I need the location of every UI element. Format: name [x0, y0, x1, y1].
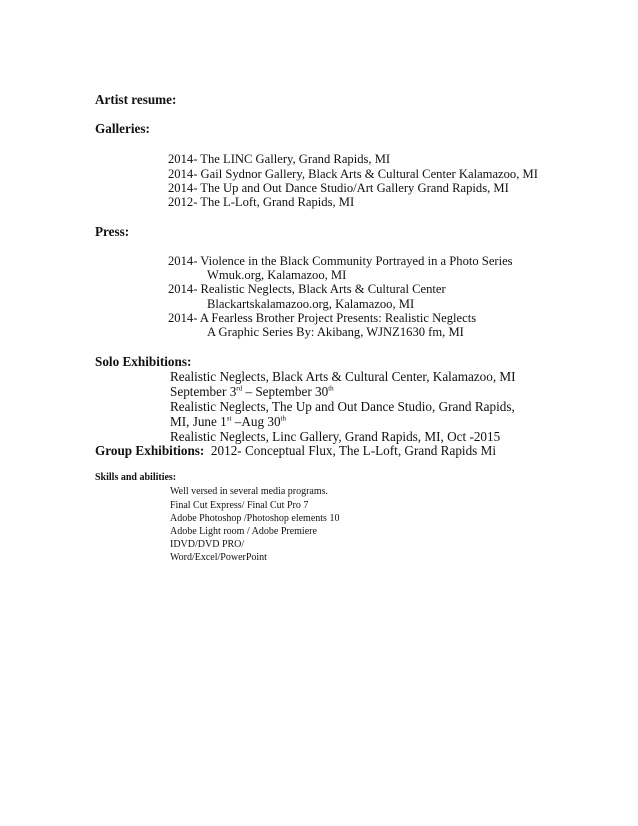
group-exhibitions: [95, 444, 496, 458]
group-exhibitions-heading: Group Exhibitions:: [95, 443, 205, 458]
skill-item: Well versed in several media programs.: [170, 486, 329, 497]
date-suffix: st: [226, 414, 232, 423]
skill-item: Adobe Photoshop /Photoshop elements 10: [170, 513, 340, 524]
group-exhibition-item: 2012- Conceptual Flux, The L-Loft, Grand Rapids Mi: [204, 443, 496, 458]
gallery-item: 2012- The L-Loft, Grand Rapids, MI: [168, 195, 355, 209]
gallery-item: 2014- Gail Sydnor Gallery, Black Arts & Cultural Center Kalamazoo, MI: [168, 167, 538, 181]
skill-item: IDVD/DVD PRO/: [170, 539, 245, 550]
solo-exhibition-dates: [170, 415, 286, 429]
press-item-title: 2014- Realistic Neglects, Black Arts & Cultural Center: [168, 282, 446, 296]
date-text: – September 30: [242, 384, 329, 399]
skills-heading: Skills and abilities:: [95, 472, 177, 483]
skill-item: Final Cut Express/ Final Cut Pro 7: [170, 500, 309, 511]
resume-title: Artist resume:: [95, 92, 177, 107]
press-item-source: Wmuk.org, Kalamazoo, MI: [207, 268, 347, 282]
press-item-title: 2014- Violence in the Black Community Portrayed in a Photo Series: [168, 254, 513, 268]
date-text: September 3: [170, 384, 237, 399]
press-item-title: 2014- A Fearless Brother Project Presents: Realistic Neglects: [168, 311, 477, 325]
gallery-item: 2014- The LINC Gallery, Grand Rapids, MI: [168, 152, 391, 166]
solo-exhibitions-heading: Solo Exhibitions:: [95, 354, 192, 369]
date-text: –Aug 30: [231, 414, 281, 429]
press-heading: Press:: [95, 224, 130, 239]
skill-item: Adobe Light room / Adobe Premiere: [170, 526, 317, 537]
date-suffix: th: [280, 414, 286, 423]
press-item-source: Blackartskalamazoo.org, Kalamazoo, MI: [207, 297, 415, 311]
date-suffix: rd: [236, 384, 243, 393]
skill-item: Word/Excel/PowerPoint: [170, 552, 267, 563]
solo-exhibition-dates: [170, 385, 334, 399]
gallery-item: 2014- The Up and Out Dance Studio/Art Gallery Grand Rapids, MI: [168, 181, 509, 195]
press-item-source: A Graphic Series By: Akibang, WJNZ1630 fm, MI: [207, 325, 464, 339]
date-text: MI, June 1: [170, 414, 227, 429]
solo-exhibition-line: Realistic Neglects, The Up and Out Dance Studio, Grand Rapids,: [170, 399, 515, 414]
solo-exhibition-line: Realistic Neglects, Black Arts & Cultural Center, Kalamazoo, MI: [170, 369, 516, 384]
date-suffix: th: [328, 384, 334, 393]
galleries-heading: Galleries:: [95, 121, 150, 136]
solo-exhibition-line: Realistic Neglects, Linc Gallery, Grand Rapids, MI, Oct -2015: [170, 429, 501, 444]
